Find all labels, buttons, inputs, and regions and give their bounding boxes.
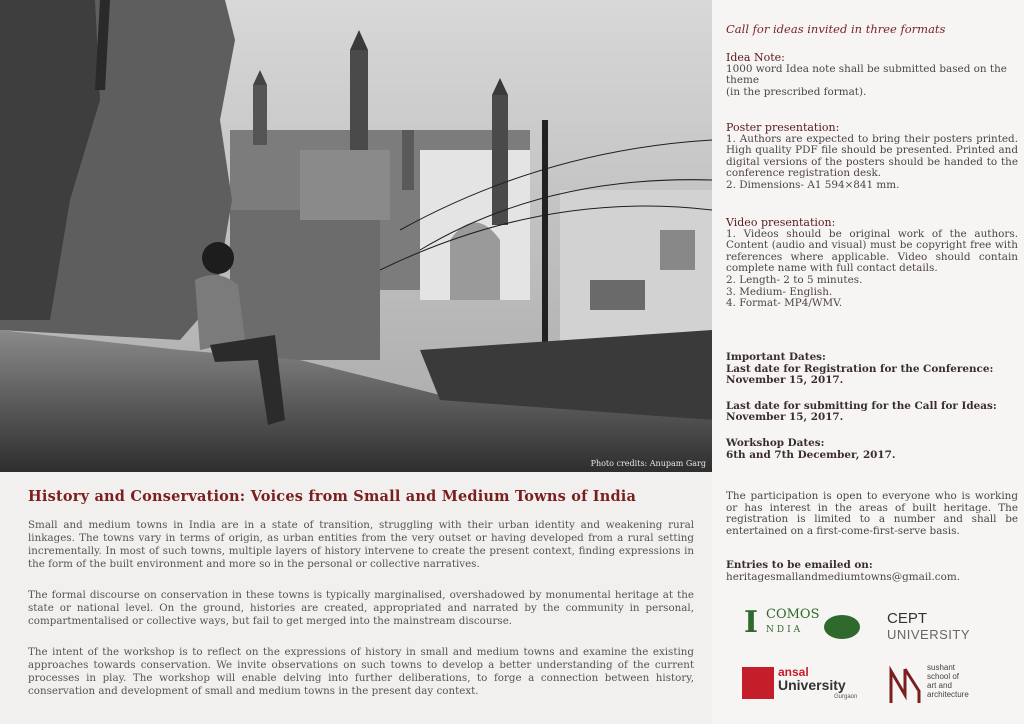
sushant-line: architecture	[927, 690, 969, 699]
video-item: 1. Videos should be original work of the authors. Content (audio and visual) must be copyright free with references where applicable. Video should contain complete name with full contact details.	[726, 227, 1018, 275]
ansal-name: ansal	[778, 665, 809, 679]
ansal-mark-icon	[742, 667, 774, 699]
submission-date: November 15, 2017.	[726, 411, 844, 424]
video-heading: Video presentation:	[726, 216, 836, 229]
workshop-date: 6th and 7th December, 2017.	[726, 448, 896, 461]
poster-heading: Poster presentation:	[726, 121, 840, 134]
call-heading: Call for ideas invited in three formats	[726, 22, 946, 36]
photo-illustration	[0, 0, 712, 472]
email-heading: Entries to be emailed on:	[726, 559, 873, 571]
video-item: 3. Medium- English.	[726, 285, 833, 298]
cept-logo	[887, 610, 987, 642]
poster-item: 1. Authors are expected to bring their posters printed. High quality PDF file should be presented. Printed and digital versions of the posters should be handed to the conference registration desk.	[726, 132, 1018, 180]
icomos-logo	[744, 603, 864, 648]
ansal-city: Gurgaon	[834, 694, 858, 700]
intro-section	[28, 488, 694, 708]
cept-name: CEPT	[887, 610, 928, 627]
idea-note-heading: Idea Note:	[726, 51, 785, 64]
sushant-logo	[887, 663, 1012, 707]
icomos-letter: I	[744, 605, 759, 640]
sushant-line: art and	[927, 681, 952, 690]
sushant-line: sushant	[927, 663, 956, 672]
sushant-mark-icon	[887, 665, 923, 705]
india-map-icon	[822, 613, 862, 641]
idea-note-section	[726, 52, 1018, 98]
important-dates	[726, 352, 1018, 461]
cept-university: UNIVERSITY	[887, 627, 971, 642]
participation-text: The participation is open to everyone who is working or has interest in the areas of built heritage. The registration is limited to a number and shall be entertained on a first-come-first-serve basis.	[726, 490, 1018, 537]
idea-note-line: 1000 word Idea note shall be submitted based on the theme	[726, 62, 1007, 87]
poster-section	[726, 122, 1018, 192]
video-item: 4. Format- MP4/WMV.	[726, 297, 843, 310]
page-title: History and Conservation: Voices from Small and Medium Towns of India	[28, 488, 637, 505]
submission-label: Last date for submitting for the Call for Ideas:	[726, 399, 997, 412]
icomos-country: NDIA	[766, 625, 804, 635]
dates-heading: Important Dates:	[726, 351, 826, 363]
ansal-logo	[742, 665, 867, 705]
video-item: 2. Length- 2 to 5 minutes.	[726, 273, 863, 286]
workshop-label: Workshop Dates:	[726, 436, 825, 449]
idea-note-line: (in the prescribed format).	[726, 85, 867, 98]
photo-credit: Photo credits: Anupam Garg	[590, 459, 706, 468]
registration-label: Last date for Registration for the Conference:	[726, 362, 994, 375]
intro-paragraph: Small and medium towns in India are in a state of transition, struggling with their urban identity and weakening rural linkages. The towns vary in terms of origin, as urban entities from the very outset or having developed from a rural setting incrementally. In most of such towns, multiple layers of history intervene to create the present context, finding expressions in the form of the built environment and more so in the personal or collective narratives.	[28, 519, 694, 570]
email-section	[726, 560, 1018, 583]
sushant-text	[927, 663, 969, 699]
registration-date: November 15, 2017.	[726, 374, 844, 387]
intro-paragraph: The formal discourse on conservation in these towns is typically marginalised, overshadowed by monumental heritage at the state or national level. On the ground, histories are created, appropriated and narrated by the community in personal, compartmentalised or collective ways, but fail to get merged into the mainstream discourse.	[28, 589, 694, 627]
ansal-university: University	[778, 677, 846, 693]
email-address[interactable]: heritagesmallandmediumtowns@gmail.com.	[726, 570, 961, 583]
intro-paragraph: The intent of the workshop is to reflect on the expressions of history in small and medium towns and examine the existing approaches towards conservation. We invite observations on such towns to develop a better understanding of the current processes in play. The workshop will enable delving into further deliberations, to forge a connection between history, conservation and development of small and medium towns in the present day context.	[28, 646, 694, 697]
sushant-line: school of	[927, 672, 960, 681]
icomos-word: COMOS	[766, 607, 820, 622]
hero-photo	[0, 0, 712, 472]
poster-item: 2. Dimensions- A1 594×841 mm.	[726, 178, 900, 191]
video-section	[726, 217, 1018, 310]
info-panel	[712, 0, 1024, 724]
